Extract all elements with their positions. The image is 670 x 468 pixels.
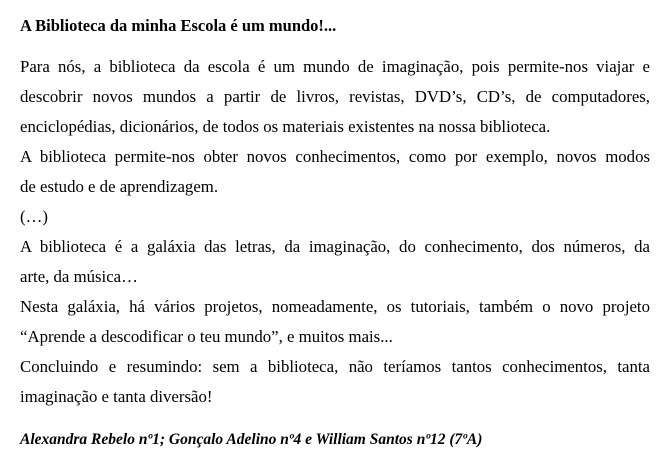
author-credit: Alexandra Rebelo nº1; Gonçalo Adelino nº4 e William Santos nº12 (7ºA) xyxy=(20,431,483,448)
paragraph-ellipsis xyxy=(20,202,650,232)
text-line: Concluindo e resumindo: sem a biblioteca, não teríamos tantos conhecimentos, tanta xyxy=(20,357,650,376)
document-body xyxy=(20,52,650,412)
paragraph-1 xyxy=(20,52,650,142)
text-line: arte, da música… xyxy=(20,267,138,286)
text-line: Nesta galáxia, há vários projetos, nomeadamente, os tutoriais, também o novo projeto xyxy=(20,297,650,316)
text-line: descobrir novos mundos a partir de livros, revistas, DVD’s, CD’s, de computadores, xyxy=(20,87,650,106)
text-line: Para nós, a biblioteca da escola é um mundo de imaginação, pois permite-nos viajar e xyxy=(20,57,650,76)
text-line: A biblioteca é a galáxia das letras, da imaginação, do conhecimento, dos números, da xyxy=(20,237,650,256)
paragraph-4 xyxy=(20,292,650,352)
text-line: de estudo e de aprendizagem. xyxy=(20,177,219,196)
text-line: enciclopédias, dicionários, de todos os materiais existentes na nossa biblioteca. xyxy=(20,117,551,136)
document-title: A Biblioteca da minha Escola é um mundo!... xyxy=(20,16,337,35)
text-line: imaginação e tanta diversão! xyxy=(20,387,213,406)
paragraph-5 xyxy=(20,352,650,412)
text-line: “Aprende a descodificar o teu mundo”, e muitos mais... xyxy=(20,327,393,346)
paragraph-2 xyxy=(20,142,650,202)
text-line: A biblioteca permite-nos obter novos conhecimentos, como por exemplo, novos modos xyxy=(20,147,650,166)
paragraph-3 xyxy=(20,232,650,292)
text-line: (…) xyxy=(20,207,48,226)
